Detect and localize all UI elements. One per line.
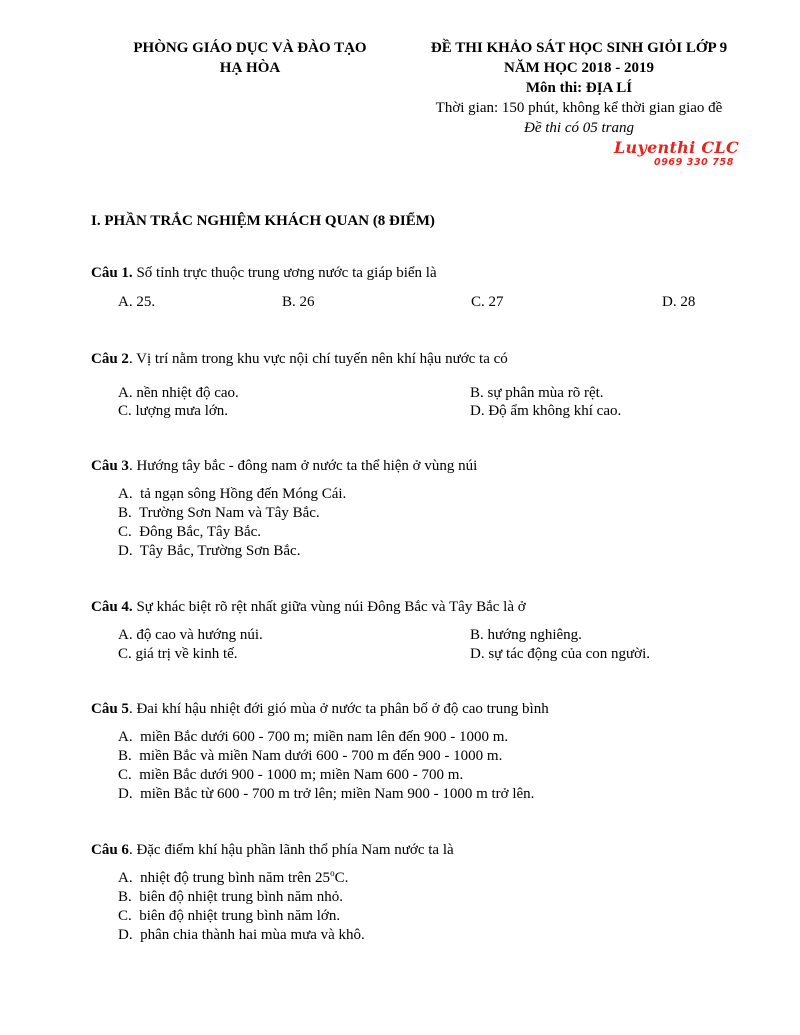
q1-option-a: A. 25.	[118, 294, 156, 310]
question-text: Sự khác biệt rõ rệt nhất giữa vùng núi Đông Bắc và Tây Bắc là ở	[132, 599, 526, 615]
question-text: . Vị trí nằm trong khu vực nội chí tuyến nên khí hậu nước ta có	[128, 351, 508, 367]
question-3	[91, 458, 477, 475]
question-5	[91, 701, 549, 718]
q3-option-b: B. Trường Sơn Nam và Tây Bắc.	[118, 505, 320, 521]
brand-logo-text: Luyenthi CLC	[614, 138, 739, 157]
q6-option-d: D. phân chia thành hai mùa mưa và khô.	[118, 927, 365, 943]
exam-subject: Môn thi: ĐỊA LÍ	[525, 80, 633, 96]
school-year: NĂM HỌC 2018 - 2019	[504, 60, 654, 76]
degree-sup: o	[330, 868, 335, 878]
question-text: . Đặc điểm khí hậu phần lãnh thổ phía Nam nước ta là	[128, 842, 454, 858]
question-label: Câu 2	[91, 351, 129, 367]
question-label: Câu 5	[91, 701, 129, 717]
q2-option-b: B. sự phân mùa rõ rệt.	[470, 385, 604, 401]
question-label: Câu 1.	[91, 265, 133, 281]
department-name: PHÒNG GIÁO DỤC VÀ ĐÀO TẠO	[133, 40, 367, 56]
q2-option-d: D. Độ ẩm không khí cao.	[470, 403, 622, 419]
question-text: . Hướng tây bắc - đông nam ở nước ta thể hiện ở vùng núi	[128, 458, 478, 474]
exam-title: ĐỀ THI KHẢO SÁT HỌC SINH GIỎI LỚP 9	[430, 40, 728, 56]
q3-option-c: C. Đông Bắc, Tây Bắc.	[118, 524, 262, 540]
q4-option-c: C. giá trị về kinh tế.	[118, 646, 238, 662]
q5-option-c: C. miền Bắc dưới 900 - 1000 m; miền Nam 600 - 700 m.	[118, 767, 464, 783]
q6-option-a-text: A. nhiệt độ trung bình năm trên 25	[118, 870, 331, 886]
question-text: Số tỉnh trực thuộc trung ương nước ta giáp biển là	[136, 265, 437, 281]
question-1	[91, 265, 437, 282]
q1-option-c: C. 27	[471, 294, 504, 310]
q4-option-d: D. sự tác động của con người.	[470, 646, 650, 662]
q1-option-b: B. 26	[282, 294, 315, 310]
district-name: HẠ HÒA	[219, 60, 281, 76]
q5-option-d: D. miền Bắc từ 600 - 700 m trở lên; miền Nam 900 - 1000 m trở lên.	[118, 786, 535, 802]
q6-option-a-unit: C.	[334, 870, 349, 886]
section-title: I. PHẦN TRẮC NGHIỆM KHÁCH QUAN (8 ĐIỂM)	[91, 213, 435, 229]
question-label: Câu 6	[91, 842, 129, 858]
question-text: . Đai khí hậu nhiệt đới gió mùa ở nước ta phân bố ở độ cao trung bình	[128, 701, 549, 717]
question-label: Câu 3	[91, 458, 129, 474]
q2-option-a: A. nền nhiệt độ cao.	[118, 385, 239, 401]
page-count: Đề thi có 05 trang	[524, 120, 634, 136]
q5-option-b: B. miền Bắc và miền Nam dưới 600 - 700 m đến 900 - 1000 m.	[118, 748, 503, 764]
question-4	[91, 599, 526, 616]
q4-option-a: A. độ cao và hướng núi.	[118, 627, 263, 643]
question-6	[91, 842, 454, 859]
brand-phone: 0969 330 758	[654, 157, 734, 168]
q3-option-a: A. tả ngạn sông Hồng đến Móng Cái.	[118, 486, 347, 502]
q1-option-d: D. 28	[662, 294, 696, 310]
q5-option-a: A. miền Bắc dưới 600 - 700 m; miền nam lên đến 900 - 1000 m.	[118, 729, 509, 745]
question-label: Câu 4.	[91, 599, 133, 615]
q6-option-b: B. biên độ nhiệt trung bình năm nhỏ.	[118, 889, 343, 905]
exam-time: Thời gian: 150 phút, không kể thời gian giao đề	[435, 100, 723, 116]
q3-option-d: D. Tây Bắc, Trường Sơn Bắc.	[118, 543, 301, 559]
q6-option-a	[118, 870, 348, 887]
q2-option-c: C. lượng mưa lớn.	[118, 403, 229, 419]
q4-option-b: B. hướng nghiêng.	[470, 627, 582, 643]
q6-option-c: C. biên độ nhiệt trung bình năm lớn.	[118, 908, 341, 924]
question-2	[91, 351, 508, 368]
